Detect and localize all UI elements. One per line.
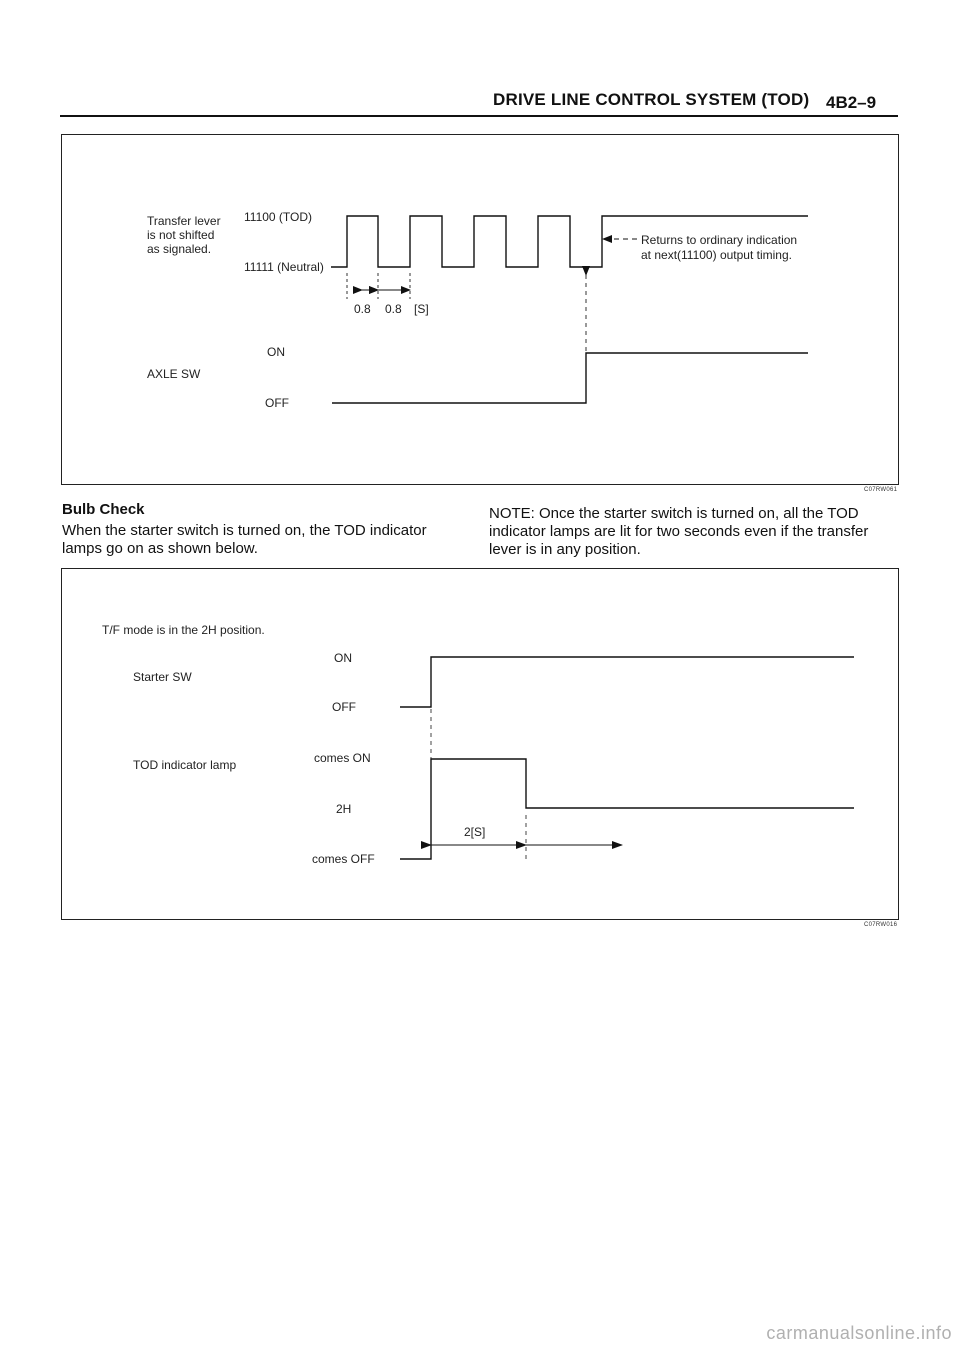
- starter-sw-label: Starter SW: [133, 670, 192, 684]
- page-header-title: DRIVE LINE CONTROL SYSTEM (TOD): [493, 90, 810, 109]
- starter-on-label: ON: [334, 651, 352, 665]
- lever-label-line-3: as signaled.: [147, 242, 212, 256]
- timing-diagram-bulb-check: [62, 569, 898, 919]
- signal-high-label: 11100 (TOD): [244, 210, 313, 224]
- lever-label-line-1: Transfer lever: [147, 214, 221, 228]
- figure-code-2: C07RW016: [864, 922, 898, 928]
- tod-lamp-waveform: [400, 759, 854, 859]
- interval-unit-label: [S]: [414, 302, 429, 316]
- signal-low-label: 11111 (Neutral): [244, 260, 324, 274]
- header-rule: [60, 115, 898, 117]
- page-number: 4B2–9: [826, 93, 877, 112]
- figure-timing-bulb-check: [61, 568, 899, 920]
- timing-diagram-axle: [62, 135, 898, 484]
- section-note: NOTE: Once the starter switch is turned on, all the TOD indicator lamps are lit for two seconds even if the transfer lever is in any position.: [489, 505, 869, 558]
- note-section: [489, 505, 901, 559]
- axle-sw-label: AXLE SW: [147, 367, 201, 381]
- starter-sw-waveform: [400, 657, 854, 707]
- interval-label-2: 0.8: [385, 302, 402, 316]
- axle-off-label: OFF: [265, 396, 289, 410]
- lamp-on-label: comes ON: [314, 751, 371, 765]
- bulb-check-section: [62, 501, 464, 558]
- mode-label: T/F mode is in the 2H position.: [102, 623, 265, 637]
- section-body: When the starter switch is turned on, the TOD indicator lamps go on as shown below.: [62, 522, 427, 557]
- tod-lamp-label: TOD indicator lamp: [133, 758, 237, 772]
- watermark-text: carmanualsonline.info: [766, 1323, 952, 1343]
- note-line-2: at next(11100) output timing.: [641, 248, 792, 262]
- note-line-1: Returns to ordinary indication: [641, 233, 798, 247]
- interval-label-1: 0.8: [354, 302, 371, 316]
- lamp-off-label: comes OFF: [312, 852, 375, 866]
- lever-label-line-2: is not shifted: [147, 228, 215, 242]
- lamp-2h-label: 2H: [336, 802, 352, 816]
- axle-on-label: ON: [267, 345, 285, 359]
- figure-timing-axle: [61, 134, 899, 485]
- duration-label: 2[S]: [464, 825, 486, 839]
- figure-code-1: C07RW061: [864, 487, 898, 493]
- starter-off-label: OFF: [332, 700, 356, 714]
- axle-sw-waveform: [332, 353, 808, 403]
- section-title: Bulb Check: [62, 501, 145, 518]
